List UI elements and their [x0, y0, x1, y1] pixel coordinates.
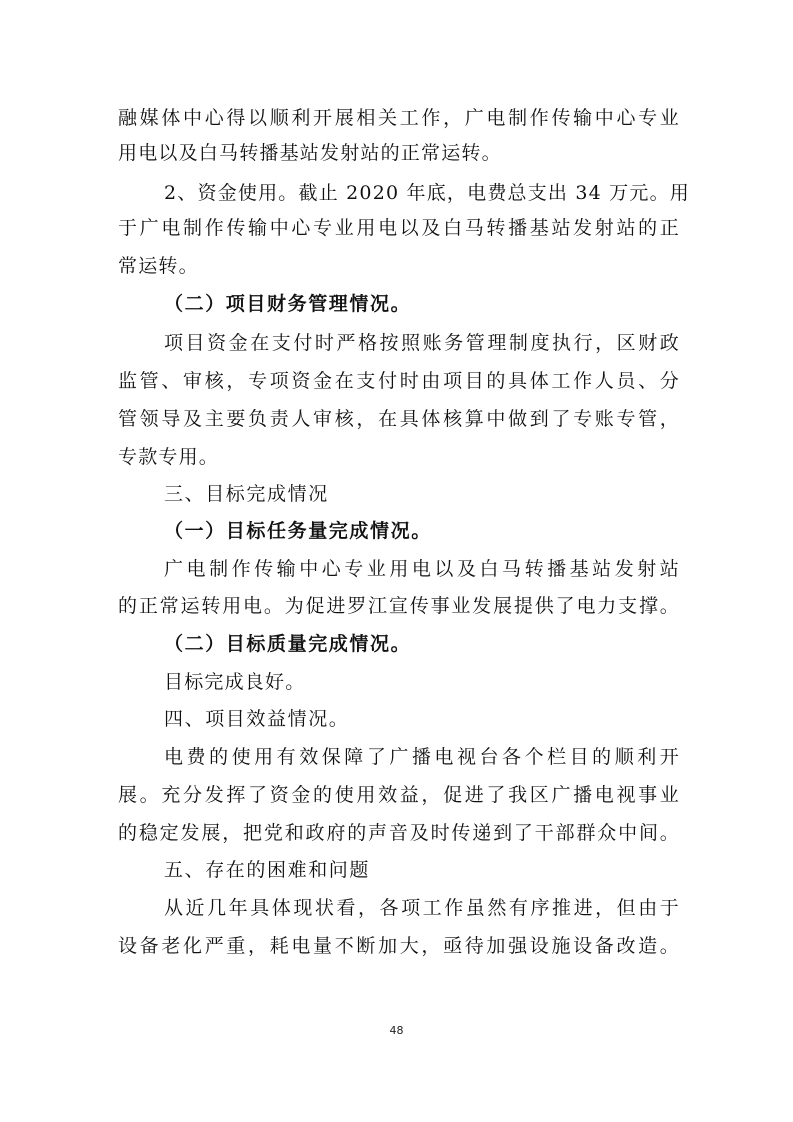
paragraph-line: 常运转。 — [118, 255, 199, 277]
section-heading: 三、目标完成情况 — [164, 483, 329, 505]
section-subheading: （二）项目财务管理情况。 — [164, 293, 412, 315]
page-number: 48 — [389, 1024, 404, 1037]
paragraph-line: 融媒体中心得以顺利开展相关工作，广电制作传输中心专业 — [118, 107, 680, 129]
paragraph-line: 广电制作传输中心专业用电以及白马转播基站发射站 — [164, 558, 680, 580]
paragraph-line: 专款专用。 — [118, 446, 220, 468]
paragraph-line: 从近几年具体现状看，各项工作虽然有序推进，但由于 — [164, 897, 680, 919]
paragraph-line: 的正常运转用电。为促进罗江宣传事业发展提供了电力支撑。 — [118, 595, 680, 617]
paragraph-line: 的稳定发展，把党和政府的声音及时传递到了干部群众中间。 — [118, 822, 680, 844]
paragraph-line: 电费的使用有效保障了广播电视台各个栏目的顺利开 — [164, 746, 680, 768]
paragraph-line: 用电以及白马转播基站发射站的正常运转。 — [118, 142, 502, 164]
paragraph-line: 2、资金使用。截止 2020 年底，电费总支出 34 万元。用 — [164, 182, 690, 204]
paragraph-line: 项目资金在支付时严格按照账务管理制度执行，区财政 — [164, 332, 680, 354]
paragraph-line: 设备老化严重，耗电量不断加大，亟待加强设施设备改造。 — [118, 935, 680, 957]
paragraph-line: 于广电制作传输中心专业用电以及白马转播基站发射站的正 — [118, 217, 680, 239]
paragraph-line: 监管、审核，专项资金在支付时由项目的具体工作人员、分 — [118, 370, 680, 392]
paragraph-line: 管领导及主要负责人审核，在具体核算中做到了专账专管， — [118, 408, 680, 430]
section-subheading: （二）目标质量完成情况。 — [164, 633, 412, 655]
section-heading: 五、存在的困难和问题 — [164, 859, 371, 881]
paragraph-line: 目标完成良好。 — [164, 671, 306, 693]
section-subheading: （一）目标任务量完成情况。 — [164, 520, 432, 542]
paragraph-line: 展。充分发挥了资金的使用效益，促进了我区广播电视事业 — [118, 784, 680, 806]
section-heading: 四、项目效益情况。 — [164, 708, 350, 730]
